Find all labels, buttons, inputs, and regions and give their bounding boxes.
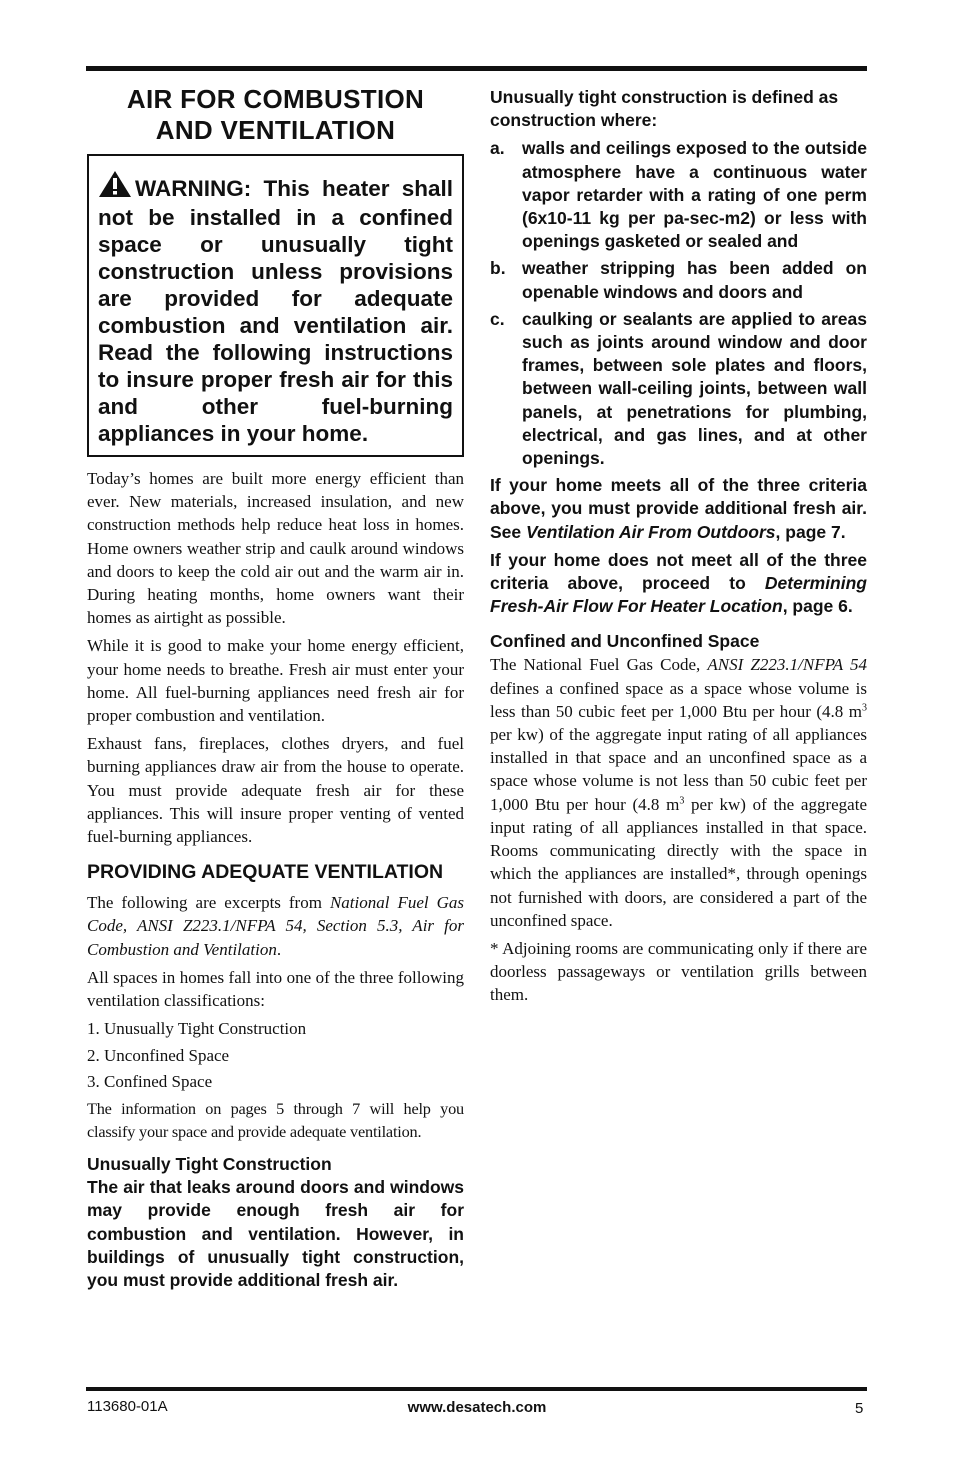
criteria-item [490, 137, 867, 253]
tight-heading: Unusually Tight Construction [87, 1154, 332, 1175]
criteria-label: b. [490, 258, 506, 279]
excerpt-end: . [276, 939, 282, 959]
excerpt-paragraph [87, 891, 464, 961]
notmeet-lead: If your home does not meet all of the three criteria above, proceed to [490, 549, 867, 594]
criteria-text: caulking or sealants are applied to areas such as joints around window and door frames, between sole plates and floors, between wall-ceiling joints, between wall panels, at penetrations for plumbing, electrical, and gas lines, and at other openings. [522, 308, 867, 469]
criteria-text: walls and ceilings exposed to the outside atmosphere have a continuous water vapor retarder with a rating of one perm (6x10-11 kg per pa-sec-m2) or less with openings gasketed or sealed and [522, 138, 867, 252]
warning-box [87, 154, 464, 457]
intro-paragraph-2: While it is good to make your home energy efficient, your home needs to breathe. Fresh air must enter your home. All fuel-burning appliances need fresh air for proper combustion and ventilation. [87, 636, 464, 726]
notmeet-end: , page 6. [782, 596, 853, 617]
criteria-text: weather stripping has been added on openable windows and doors and [522, 258, 867, 302]
meets-criteria-paragraph [490, 474, 867, 544]
superscript-3: 3 [862, 702, 867, 714]
left-column [87, 84, 464, 1297]
page-number: 5 [855, 1400, 864, 1417]
meets-reference: Ventilation Air From Outdoors [526, 521, 776, 542]
confined-heading: Confined and Unconfined Space [490, 631, 760, 652]
excerpt-lead: The following are excerpts from [87, 893, 330, 913]
classifications-intro: All spaces in homes fall into one of the three following ventilation classifications: [87, 967, 464, 1011]
confined-part-3: per kw) of the aggregate input rating of all appliances installed in that space. Rooms communicating directly with the space in which the appliances are installed*, through openings not furnished with doors, are considered a part of the unconfined space. [490, 794, 867, 930]
info-paragraph: The information on pages 5 through 7 will help you classify your space and provide adequate ventilation. [87, 1098, 464, 1141]
defined-intro: Unusually tight construction is defined as construction where: [490, 87, 839, 131]
classification-item: 1. Unusually Tight Construction [87, 1019, 307, 1039]
page-title [87, 84, 464, 146]
meets-lead: If your home meets all of the three criteria above, you must provide additional fresh air. See [490, 475, 867, 542]
warning-triangle-icon [98, 170, 132, 204]
website-link[interactable]: www.desatech.com [407, 1399, 547, 1416]
not-meet-criteria-paragraph [490, 549, 867, 619]
criteria-item [490, 257, 867, 303]
title-line-1: AIR FOR COMBUSTION [126, 84, 425, 114]
warning-text: WARNING: This heater shall not be installed in a confined space or unusually tight construction unless provisions are provided for adequate combustion and ventilation air. Read the following instructions to insure proper fresh air for this and other fuel-burning appliances in your home. [98, 176, 453, 446]
tight-paragraph: The air that leaks around doors and windows may provide enough fresh air for combustion and ventilation. However, in buildings of unusually tight construction, you must provide additional fresh air. [87, 1177, 464, 1290]
confined-code: ANSI Z223.1/NFPA 54 [707, 655, 867, 675]
notmeet-reference: Determining Fresh-Air Flow For Heater Location [490, 573, 867, 617]
superscript-3: 3 [679, 795, 685, 807]
right-column [490, 86, 867, 1007]
criteria-label: c. [490, 308, 505, 329]
footnote: * Adjoining rooms are communicating only if there are doorless passageways or ventilation grills between them. [490, 938, 867, 1005]
confined-paragraph [490, 653, 867, 931]
confined-part-1: defines a confined space as a space whose volume is less than 50 cubic feet per 1,000 Btu per hour (4.8 m [490, 678, 867, 721]
bottom-rule [86, 1387, 867, 1391]
confined-lead: The National Fuel Gas Code, [490, 655, 708, 675]
intro-paragraph-3: Exhaust fans, fireplaces, clothes dryers, and fuel burning appliances draw air from the house to operate. You must provide adequate fresh air for these appliances. This will insure proper venting of vented fuel-burning appliances. [87, 734, 464, 847]
criteria-item [490, 308, 867, 470]
excerpt-source: National Fuel Gas Code, ANSI Z223.1/NFPA 54, Section 5.3, Air for Combustion and Ventilation [87, 893, 464, 959]
meets-end: , page 7. [775, 521, 846, 542]
top-rule [86, 66, 867, 71]
classification-item: 2. Unconfined Space [87, 1045, 230, 1065]
criteria-label: a. [490, 138, 505, 159]
confined-part-2: per kw) of the aggregate input rating of all appliances installed in that space and an unconfined space as a space whose volume is not less than 50 cubic feet per 1,000 Btu per hour (4.8 m [490, 725, 867, 814]
intro-paragraph-1: Today’s homes are built more energy efficient than ever. New materials, increased insulation, and new construction methods help reduce heat loss in homes. Home owners weather strip and caulk around windows and doors to keep the cold air out and the warm air in. During heating months, home owners want their homes as airtight as possible. [87, 469, 464, 628]
title-line-2: AND VENTILATION [155, 115, 396, 145]
providing-heading: PROVIDING ADEQUATE VENTILATION [87, 861, 444, 884]
part-number: 113680-01A [87, 1398, 168, 1415]
classification-item: 3. Confined Space [87, 1072, 213, 1092]
